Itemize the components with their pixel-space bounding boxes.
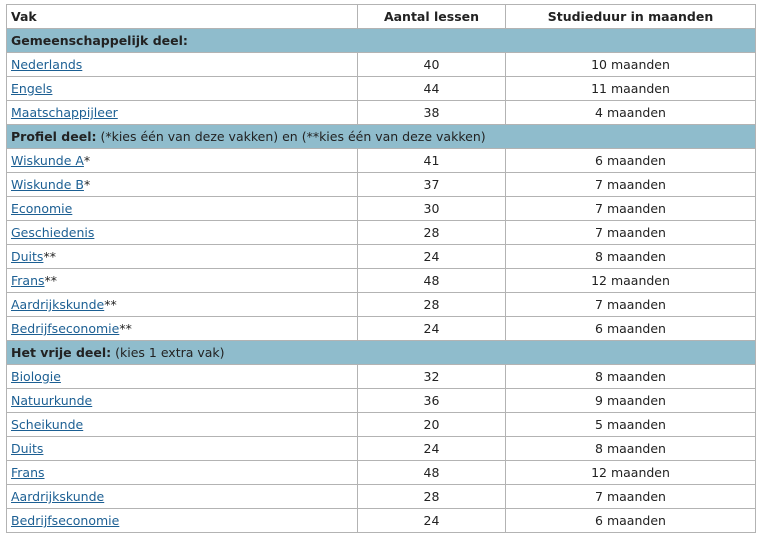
vak-link[interactable]: Duits [11,441,44,456]
vak-link[interactable]: Natuurkunde [11,393,93,408]
table-row [7,413,756,437]
aantal-lessen-cell: 20 [358,413,506,437]
vak-link[interactable]: Engels [11,81,53,96]
vak-link[interactable]: Maatschappijleer [11,105,118,120]
aantal-lessen-cell: 24 [358,437,506,461]
studieduur-cell: 9 maanden [506,389,756,413]
aantal-lessen-cell: 48 [358,269,506,293]
section-title-note: (kies 1 extra vak) [111,345,225,360]
table-row [7,245,756,269]
course-table-container [6,4,756,533]
aantal-lessen-cell: 28 [358,485,506,509]
choice-marker: ** [44,273,58,288]
vak-cell [7,485,358,509]
aantal-lessen-cell: 24 [358,509,506,533]
table-row [7,77,756,101]
aantal-lessen-cell: 24 [358,245,506,269]
studieduur-cell: 6 maanden [506,149,756,173]
section-title-bold: Het vrije deel: [11,345,112,360]
studieduur-cell: 6 maanden [506,317,756,341]
vak-cell [7,437,358,461]
vak-cell [7,293,358,317]
aantal-lessen-cell: 40 [358,53,506,77]
vak-link[interactable]: Frans [11,465,45,480]
table-row [7,221,756,245]
vak-cell [7,389,358,413]
studieduur-cell: 6 maanden [506,509,756,533]
vak-link[interactable]: Bedrijfseconomie [11,321,120,336]
choice-marker: ** [104,297,117,312]
aantal-lessen-cell: 38 [358,101,506,125]
vak-link[interactable]: Biologie [11,369,61,384]
table-row [7,293,756,317]
aantal-lessen-cell: 28 [358,293,506,317]
table-row [7,461,756,485]
aantal-lessen-cell: 24 [358,317,506,341]
header-aantal-lessen: Aantal lessen [358,5,506,29]
table-row [7,173,756,197]
header-studieduur: Studieduur in maanden [506,5,756,29]
studieduur-cell: 7 maanden [506,293,756,317]
vak-cell [7,77,358,101]
studieduur-cell: 12 maanden [506,269,756,293]
table-row [7,101,756,125]
vak-link[interactable]: Bedrijfseconomie [11,513,120,528]
aantal-lessen-cell: 28 [358,221,506,245]
vak-link[interactable]: Nederlands [11,57,83,72]
studieduur-cell: 5 maanden [506,413,756,437]
table-row [7,509,756,533]
course-table [6,4,756,533]
header-vak: Vak [7,5,358,29]
studieduur-cell: 8 maanden [506,365,756,389]
studieduur-cell: 7 maanden [506,197,756,221]
header-row [7,5,756,29]
studieduur-cell: 8 maanden [506,437,756,461]
aantal-lessen-cell: 32 [358,365,506,389]
table-row [7,485,756,509]
vak-cell [7,413,358,437]
vak-cell [7,245,358,269]
vak-cell [7,317,358,341]
studieduur-cell: 8 maanden [506,245,756,269]
vak-cell [7,101,358,125]
section-title [7,29,756,53]
table-row [7,197,756,221]
aantal-lessen-cell: 30 [358,197,506,221]
aantal-lessen-cell: 37 [358,173,506,197]
table-row [7,317,756,341]
vak-cell [7,269,358,293]
section-title [7,341,756,365]
choice-marker: ** [43,249,56,264]
vak-link[interactable]: Wiskunde B [11,177,84,192]
table-row [7,389,756,413]
aantal-lessen-cell: 48 [358,461,506,485]
section-header-row [7,125,756,149]
table-header [7,5,756,29]
studieduur-cell: 7 maanden [506,485,756,509]
studieduur-cell: 7 maanden [506,173,756,197]
aantal-lessen-cell: 41 [358,149,506,173]
table-row [7,365,756,389]
studieduur-cell: 12 maanden [506,461,756,485]
vak-cell [7,53,358,77]
vak-cell [7,365,358,389]
vak-cell [7,509,358,533]
vak-cell [7,221,358,245]
vak-cell [7,197,358,221]
table-row [7,53,756,77]
vak-link[interactable]: Aardrijkskunde [11,489,105,504]
choice-marker: ** [119,321,132,336]
vak-link[interactable]: Frans [11,273,45,288]
section-title [7,125,756,149]
table-row [7,149,756,173]
aantal-lessen-cell: 44 [358,77,506,101]
table-row [7,269,756,293]
table-row [7,437,756,461]
section-header-row [7,341,756,365]
table-body [7,29,756,533]
section-title-bold: Profiel deel: [11,129,97,144]
studieduur-cell: 4 maanden [506,101,756,125]
vak-link[interactable]: Economie [11,201,73,216]
studieduur-cell: 7 maanden [506,221,756,245]
studieduur-cell: 11 maanden [506,77,756,101]
aantal-lessen-cell: 36 [358,389,506,413]
section-title-note: (*kies één van deze vakken) en (**kies één van deze vakken) [96,129,486,144]
section-header-row [7,29,756,53]
vak-link[interactable]: Duits [11,249,44,264]
vak-link[interactable]: Wiskunde A [11,153,84,168]
vak-cell [7,149,358,173]
vak-cell [7,461,358,485]
section-title-bold: Gemeenschappelijk deel: [11,33,188,48]
choice-marker: * [83,177,91,192]
vak-cell [7,173,358,197]
vak-link[interactable]: Aardrijkskunde [11,297,105,312]
vak-link[interactable]: Geschiedenis [11,225,95,240]
vak-link[interactable]: Scheikunde [11,417,84,432]
studieduur-cell: 10 maanden [506,53,756,77]
choice-marker: * [83,153,91,168]
